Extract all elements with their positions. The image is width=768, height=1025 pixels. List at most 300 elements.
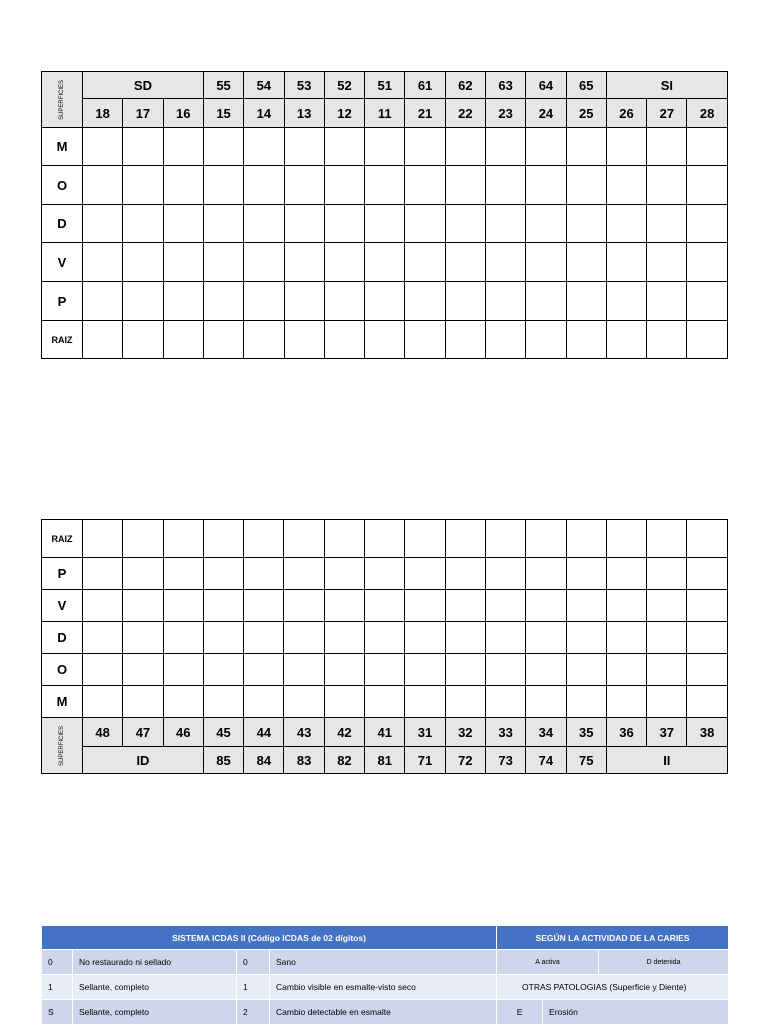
- surface-cell[interactable]: [244, 128, 284, 166]
- surface-cell[interactable]: [566, 622, 606, 654]
- tooth-number: 35: [566, 718, 606, 747]
- surface-cell[interactable]: [526, 128, 566, 166]
- icdas-row: [42, 950, 729, 975]
- icdas-row: [42, 975, 729, 1000]
- surface-row-raiz: [42, 321, 728, 359]
- surface-cell[interactable]: [244, 166, 284, 205]
- surface-cell[interactable]: [486, 321, 526, 359]
- tooth-number: 48: [83, 718, 123, 747]
- surface-cell[interactable]: [163, 622, 203, 654]
- surface-cell[interactable]: [83, 321, 123, 359]
- surface-cell[interactable]: [324, 558, 364, 590]
- surface-cell[interactable]: [203, 622, 243, 654]
- tooth-number: 13: [284, 99, 324, 128]
- surface-cell[interactable]: [687, 128, 727, 166]
- activity-title: SEGÚN LA ACTIVIDAD DE LA CARIES: [497, 926, 729, 950]
- surface-cell[interactable]: [405, 205, 445, 243]
- surface-cell[interactable]: [445, 166, 485, 205]
- surface-cell[interactable]: [526, 520, 566, 558]
- tooth-number: 83: [284, 747, 324, 774]
- surface-cell[interactable]: [445, 520, 485, 558]
- superficies-label: SUPERFICIES: [42, 72, 83, 128]
- tooth-number: 45: [203, 718, 243, 747]
- surface-cell[interactable]: [485, 590, 525, 622]
- surface-label: V: [42, 243, 83, 282]
- surface-cell[interactable]: [526, 166, 566, 205]
- surface-cell[interactable]: [526, 321, 566, 359]
- surface-cell[interactable]: [203, 686, 243, 718]
- tooth-number: 84: [244, 747, 284, 774]
- surface-cell[interactable]: [606, 558, 646, 590]
- tooth-number: 44: [244, 718, 284, 747]
- pathology-code: E: [497, 1000, 543, 1025]
- surface-cell[interactable]: [647, 590, 687, 622]
- surface-cell[interactable]: [83, 622, 123, 654]
- surface-cell[interactable]: [284, 166, 324, 205]
- surface-cell[interactable]: [324, 243, 364, 282]
- surface-cell[interactable]: [244, 205, 284, 243]
- lower-odontogram-table: [41, 519, 728, 774]
- superficies-label: SUPERFICIES: [42, 718, 83, 774]
- tooth-number: 72: [445, 747, 485, 774]
- surface-label: M: [42, 686, 83, 718]
- surface-cell[interactable]: [445, 654, 485, 686]
- tooth-number: 25: [566, 99, 606, 128]
- tooth-number: 33: [485, 718, 525, 747]
- surface-cell[interactable]: [485, 686, 525, 718]
- quadrant-si: SI: [606, 72, 727, 99]
- surface-cell[interactable]: [687, 590, 727, 622]
- surface-cell[interactable]: [647, 622, 687, 654]
- surface-cell[interactable]: [123, 205, 163, 243]
- restoration-text: Sellante, completo: [73, 1000, 237, 1025]
- surface-cell[interactable]: [244, 558, 284, 590]
- surface-cell[interactable]: [526, 590, 566, 622]
- tooth-number: 75: [566, 747, 606, 774]
- surface-cell[interactable]: [163, 520, 203, 558]
- tooth-number: 73: [485, 747, 525, 774]
- surface-cell[interactable]: [445, 282, 485, 321]
- surface-cell[interactable]: [163, 166, 203, 205]
- surface-cell[interactable]: [123, 128, 163, 166]
- surface-cell[interactable]: [163, 128, 203, 166]
- surface-cell[interactable]: [445, 205, 485, 243]
- tooth-number: 54: [244, 72, 284, 99]
- surface-cell[interactable]: [83, 128, 123, 166]
- tooth-number: 18: [83, 99, 123, 128]
- tooth-number: 31: [405, 718, 445, 747]
- surface-cell[interactable]: [324, 654, 364, 686]
- surface-cell[interactable]: [83, 654, 123, 686]
- surface-label: O: [42, 654, 83, 686]
- surface-cell[interactable]: [486, 166, 526, 205]
- surface-cell[interactable]: [445, 686, 485, 718]
- lower-header-row-2: [42, 747, 728, 774]
- surface-cell[interactable]: [244, 321, 284, 359]
- surface-cell[interactable]: [324, 321, 364, 359]
- surface-cell[interactable]: [123, 321, 163, 359]
- surface-cell[interactable]: [324, 622, 364, 654]
- surface-cell[interactable]: [284, 128, 324, 166]
- surface-cell[interactable]: [647, 321, 687, 359]
- surface-cell[interactable]: [405, 654, 445, 686]
- surface-cell[interactable]: [687, 520, 727, 558]
- surface-label: M: [42, 128, 83, 166]
- surface-cell[interactable]: [687, 166, 727, 205]
- surface-cell[interactable]: [123, 686, 163, 718]
- surface-row-m: [42, 128, 728, 166]
- tooth-number: 32: [445, 718, 485, 747]
- surface-cell[interactable]: [203, 166, 243, 205]
- caries-text: Cambio visible en esmalte-visto seco: [270, 975, 497, 1000]
- surface-cell[interactable]: [83, 558, 123, 590]
- surface-cell[interactable]: [687, 205, 727, 243]
- caries-code: 2: [237, 1000, 270, 1025]
- surface-cell[interactable]: [647, 686, 687, 718]
- surface-cell[interactable]: [405, 686, 445, 718]
- surface-cell[interactable]: [445, 558, 485, 590]
- surface-cell[interactable]: [365, 282, 405, 321]
- surface-cell[interactable]: [606, 590, 646, 622]
- surface-cell[interactable]: [566, 321, 606, 359]
- pathology-text: Erosión: [543, 1000, 729, 1025]
- surface-cell[interactable]: [687, 686, 727, 718]
- surface-cell[interactable]: [284, 205, 324, 243]
- tooth-number: 63: [486, 72, 526, 99]
- caries-text: Cambio detectable en esmalte: [270, 1000, 497, 1025]
- surface-cell[interactable]: [324, 520, 364, 558]
- surface-cell[interactable]: [405, 558, 445, 590]
- upper-surface-rows: [42, 128, 728, 359]
- quadrant-ii: II: [606, 747, 727, 774]
- tooth-number: 46: [163, 718, 203, 747]
- surface-cell[interactable]: [405, 128, 445, 166]
- tooth-number: 28: [687, 99, 727, 128]
- tooth-number: 12: [324, 99, 364, 128]
- surface-cell[interactable]: [405, 590, 445, 622]
- surface-cell[interactable]: [83, 590, 123, 622]
- surface-cell[interactable]: [606, 205, 646, 243]
- surface-cell[interactable]: [566, 166, 606, 205]
- caries-code: 0: [237, 950, 270, 975]
- surface-cell[interactable]: [203, 520, 243, 558]
- surface-cell[interactable]: [647, 520, 687, 558]
- surface-cell[interactable]: [284, 243, 324, 282]
- surface-cell[interactable]: [83, 686, 123, 718]
- surface-cell[interactable]: [445, 590, 485, 622]
- surface-cell[interactable]: [606, 321, 646, 359]
- surface-cell[interactable]: [566, 686, 606, 718]
- tooth-number: 52: [324, 72, 364, 99]
- tooth-number: 36: [606, 718, 646, 747]
- surface-cell[interactable]: [203, 654, 243, 686]
- activity-arrested: D detenida: [599, 950, 729, 975]
- tooth-number: 37: [647, 718, 687, 747]
- surface-row-p: [42, 282, 728, 321]
- surface-cell[interactable]: [324, 686, 364, 718]
- surface-cell[interactable]: [687, 321, 727, 359]
- restoration-code: S: [42, 1000, 73, 1025]
- surface-cell[interactable]: [566, 128, 606, 166]
- surface-cell[interactable]: [284, 321, 324, 359]
- surface-cell[interactable]: [445, 622, 485, 654]
- surface-cell[interactable]: [244, 590, 284, 622]
- tooth-number: 61: [405, 72, 445, 99]
- surface-cell[interactable]: [687, 558, 727, 590]
- surface-cell[interactable]: [203, 205, 243, 243]
- surface-cell[interactable]: [284, 558, 324, 590]
- surface-cell[interactable]: [606, 282, 646, 321]
- tooth-number: 43: [284, 718, 324, 747]
- surface-cell[interactable]: [163, 590, 203, 622]
- surface-cell[interactable]: [647, 243, 687, 282]
- surface-cell[interactable]: [526, 243, 566, 282]
- surface-cell[interactable]: [365, 520, 405, 558]
- surface-cell[interactable]: [647, 558, 687, 590]
- surface-cell[interactable]: [486, 282, 526, 321]
- surface-cell[interactable]: [647, 128, 687, 166]
- surface-cell[interactable]: [284, 590, 324, 622]
- surface-cell[interactable]: [324, 590, 364, 622]
- surface-cell[interactable]: [203, 128, 243, 166]
- surface-cell[interactable]: [687, 622, 727, 654]
- quadrant-id: ID: [83, 747, 204, 774]
- tooth-number: 82: [324, 747, 364, 774]
- surface-cell[interactable]: [244, 622, 284, 654]
- surface-cell[interactable]: [365, 686, 405, 718]
- surface-cell[interactable]: [485, 622, 525, 654]
- surface-cell[interactable]: [405, 622, 445, 654]
- tooth-number: 17: [123, 99, 163, 128]
- surface-cell[interactable]: [163, 282, 203, 321]
- surface-cell[interactable]: [647, 205, 687, 243]
- surface-cell[interactable]: [123, 243, 163, 282]
- surface-row-d: [42, 205, 728, 243]
- surface-cell[interactable]: [486, 205, 526, 243]
- surface-cell[interactable]: [284, 686, 324, 718]
- surface-cell[interactable]: [526, 205, 566, 243]
- surface-cell[interactable]: [123, 622, 163, 654]
- tooth-number: 38: [687, 718, 727, 747]
- icdas-title-row: [42, 926, 729, 950]
- surface-cell[interactable]: [123, 282, 163, 321]
- caries-text: Sano: [270, 950, 497, 975]
- activity-active: A activa: [497, 950, 599, 975]
- surface-cell[interactable]: [566, 205, 606, 243]
- surface-cell[interactable]: [123, 520, 163, 558]
- surface-cell[interactable]: [485, 654, 525, 686]
- other-pathologies-label: OTRAS PATOLOGIAS (Superficie y Diente): [497, 975, 729, 1000]
- surface-cell[interactable]: [203, 243, 243, 282]
- surface-cell[interactable]: [163, 654, 203, 686]
- surface-cell[interactable]: [244, 282, 284, 321]
- surface-cell[interactable]: [365, 654, 405, 686]
- surface-cell[interactable]: [486, 128, 526, 166]
- surface-cell[interactable]: [203, 321, 243, 359]
- surface-cell[interactable]: [324, 128, 364, 166]
- surface-cell[interactable]: [83, 243, 123, 282]
- surface-cell[interactable]: [324, 282, 364, 321]
- surface-cell[interactable]: [284, 622, 324, 654]
- lower-surface-rows: [42, 520, 728, 718]
- surface-cell[interactable]: [83, 205, 123, 243]
- restoration-text: No restaurado ni sellado: [73, 950, 237, 975]
- surface-cell[interactable]: [163, 205, 203, 243]
- surface-cell[interactable]: [566, 590, 606, 622]
- surface-cell[interactable]: [244, 520, 284, 558]
- surface-cell[interactable]: [687, 243, 727, 282]
- surface-cell[interactable]: [244, 243, 284, 282]
- surface-cell[interactable]: [365, 558, 405, 590]
- surface-cell[interactable]: [606, 166, 646, 205]
- surface-cell[interactable]: [244, 654, 284, 686]
- tooth-number: 62: [445, 72, 485, 99]
- surface-cell[interactable]: [123, 166, 163, 205]
- quadrant-sd: SD: [83, 72, 204, 99]
- surface-cell[interactable]: [647, 166, 687, 205]
- surface-label: P: [42, 558, 83, 590]
- tooth-number: 47: [123, 718, 163, 747]
- icdas-title: SISTEMA ICDAS II (Código ICDAS de 02 dígitos): [42, 926, 497, 950]
- surface-cell[interactable]: [163, 686, 203, 718]
- surface-cell[interactable]: [405, 321, 445, 359]
- tooth-number: 85: [203, 747, 243, 774]
- upper-header-row-2: [42, 99, 728, 128]
- surface-cell[interactable]: [526, 654, 566, 686]
- restoration-code: 1: [42, 975, 73, 1000]
- surface-cell[interactable]: [485, 558, 525, 590]
- surface-cell[interactable]: [203, 558, 243, 590]
- surface-label: O: [42, 166, 83, 205]
- surface-row-v: [42, 590, 728, 622]
- surface-cell[interactable]: [365, 321, 405, 359]
- surface-cell[interactable]: [83, 282, 123, 321]
- surface-cell[interactable]: [365, 590, 405, 622]
- surface-cell[interactable]: [405, 520, 445, 558]
- upper-odontogram-table: [41, 71, 728, 359]
- surface-cell[interactable]: [687, 282, 727, 321]
- surface-cell[interactable]: [405, 282, 445, 321]
- surface-cell[interactable]: [485, 520, 525, 558]
- surface-cell[interactable]: [606, 622, 646, 654]
- tooth-number: 53: [284, 72, 324, 99]
- tooth-number: 26: [606, 99, 646, 128]
- surface-cell[interactable]: [566, 282, 606, 321]
- surface-cell[interactable]: [405, 243, 445, 282]
- surface-cell[interactable]: [566, 558, 606, 590]
- surface-cell[interactable]: [606, 520, 646, 558]
- tooth-number: 16: [163, 99, 203, 128]
- surface-cell[interactable]: [163, 321, 203, 359]
- surface-label: V: [42, 590, 83, 622]
- surface-cell[interactable]: [163, 243, 203, 282]
- surface-cell[interactable]: [445, 243, 485, 282]
- surface-cell[interactable]: [606, 686, 646, 718]
- tooth-number: 24: [526, 99, 566, 128]
- surface-cell[interactable]: [365, 166, 405, 205]
- surface-cell[interactable]: [284, 282, 324, 321]
- surface-cell[interactable]: [284, 654, 324, 686]
- surface-cell[interactable]: [606, 654, 646, 686]
- tooth-number: 41: [365, 718, 405, 747]
- tooth-number: 71: [405, 747, 445, 774]
- surface-cell[interactable]: [445, 321, 485, 359]
- surface-cell[interactable]: [365, 128, 405, 166]
- surface-cell[interactable]: [486, 243, 526, 282]
- tooth-number: 22: [445, 99, 485, 128]
- surface-label: RAIZ: [42, 321, 83, 359]
- surface-cell[interactable]: [365, 205, 405, 243]
- surface-row-m: [42, 686, 728, 718]
- surface-cell[interactable]: [526, 622, 566, 654]
- tooth-number: 11: [365, 99, 405, 128]
- tooth-number: 51: [365, 72, 405, 99]
- surface-cell[interactable]: [526, 686, 566, 718]
- surface-cell[interactable]: [647, 282, 687, 321]
- tooth-number: 34: [526, 718, 566, 747]
- tooth-number: 81: [365, 747, 405, 774]
- tooth-number: 14: [244, 99, 284, 128]
- surface-label: P: [42, 282, 83, 321]
- surface-cell[interactable]: [123, 558, 163, 590]
- surface-label: D: [42, 622, 83, 654]
- surface-cell[interactable]: [526, 282, 566, 321]
- surface-cell[interactable]: [203, 590, 243, 622]
- surface-cell[interactable]: [203, 282, 243, 321]
- surface-row-o: [42, 654, 728, 686]
- surface-cell[interactable]: [244, 686, 284, 718]
- surface-cell[interactable]: [365, 243, 405, 282]
- surface-cell[interactable]: [405, 166, 445, 205]
- tooth-number: 55: [203, 72, 243, 99]
- surface-cell[interactable]: [123, 590, 163, 622]
- surface-cell[interactable]: [526, 558, 566, 590]
- tooth-number: 64: [526, 72, 566, 99]
- surface-cell[interactable]: [606, 243, 646, 282]
- icdas-row: [42, 1000, 729, 1025]
- restoration-text: Sellante, completo: [73, 975, 237, 1000]
- surface-label: D: [42, 205, 83, 243]
- tooth-number: 27: [647, 99, 687, 128]
- surface-cell[interactable]: [445, 128, 485, 166]
- tooth-number: 23: [486, 99, 526, 128]
- surface-cell[interactable]: [83, 166, 123, 205]
- surface-row-o: [42, 166, 728, 205]
- surface-cell[interactable]: [566, 520, 606, 558]
- surface-cell[interactable]: [566, 654, 606, 686]
- restoration-code: 0: [42, 950, 73, 975]
- icdas-legend-table: [41, 925, 729, 1025]
- surface-cell[interactable]: [163, 558, 203, 590]
- surface-cell[interactable]: [566, 243, 606, 282]
- surface-cell[interactable]: [606, 128, 646, 166]
- tooth-number: 74: [526, 747, 566, 774]
- surface-cell[interactable]: [647, 654, 687, 686]
- surface-cell[interactable]: [83, 520, 123, 558]
- surface-row-raiz: [42, 520, 728, 558]
- surface-cell[interactable]: [687, 654, 727, 686]
- surface-cell[interactable]: [324, 205, 364, 243]
- tooth-number: 21: [405, 99, 445, 128]
- surface-row-p: [42, 558, 728, 590]
- surface-row-v: [42, 243, 728, 282]
- surface-cell[interactable]: [324, 166, 364, 205]
- surface-cell[interactable]: [123, 654, 163, 686]
- tooth-number: 15: [203, 99, 243, 128]
- lower-header-row-1: [42, 718, 728, 747]
- surface-cell[interactable]: [365, 622, 405, 654]
- surface-cell[interactable]: [284, 520, 324, 558]
